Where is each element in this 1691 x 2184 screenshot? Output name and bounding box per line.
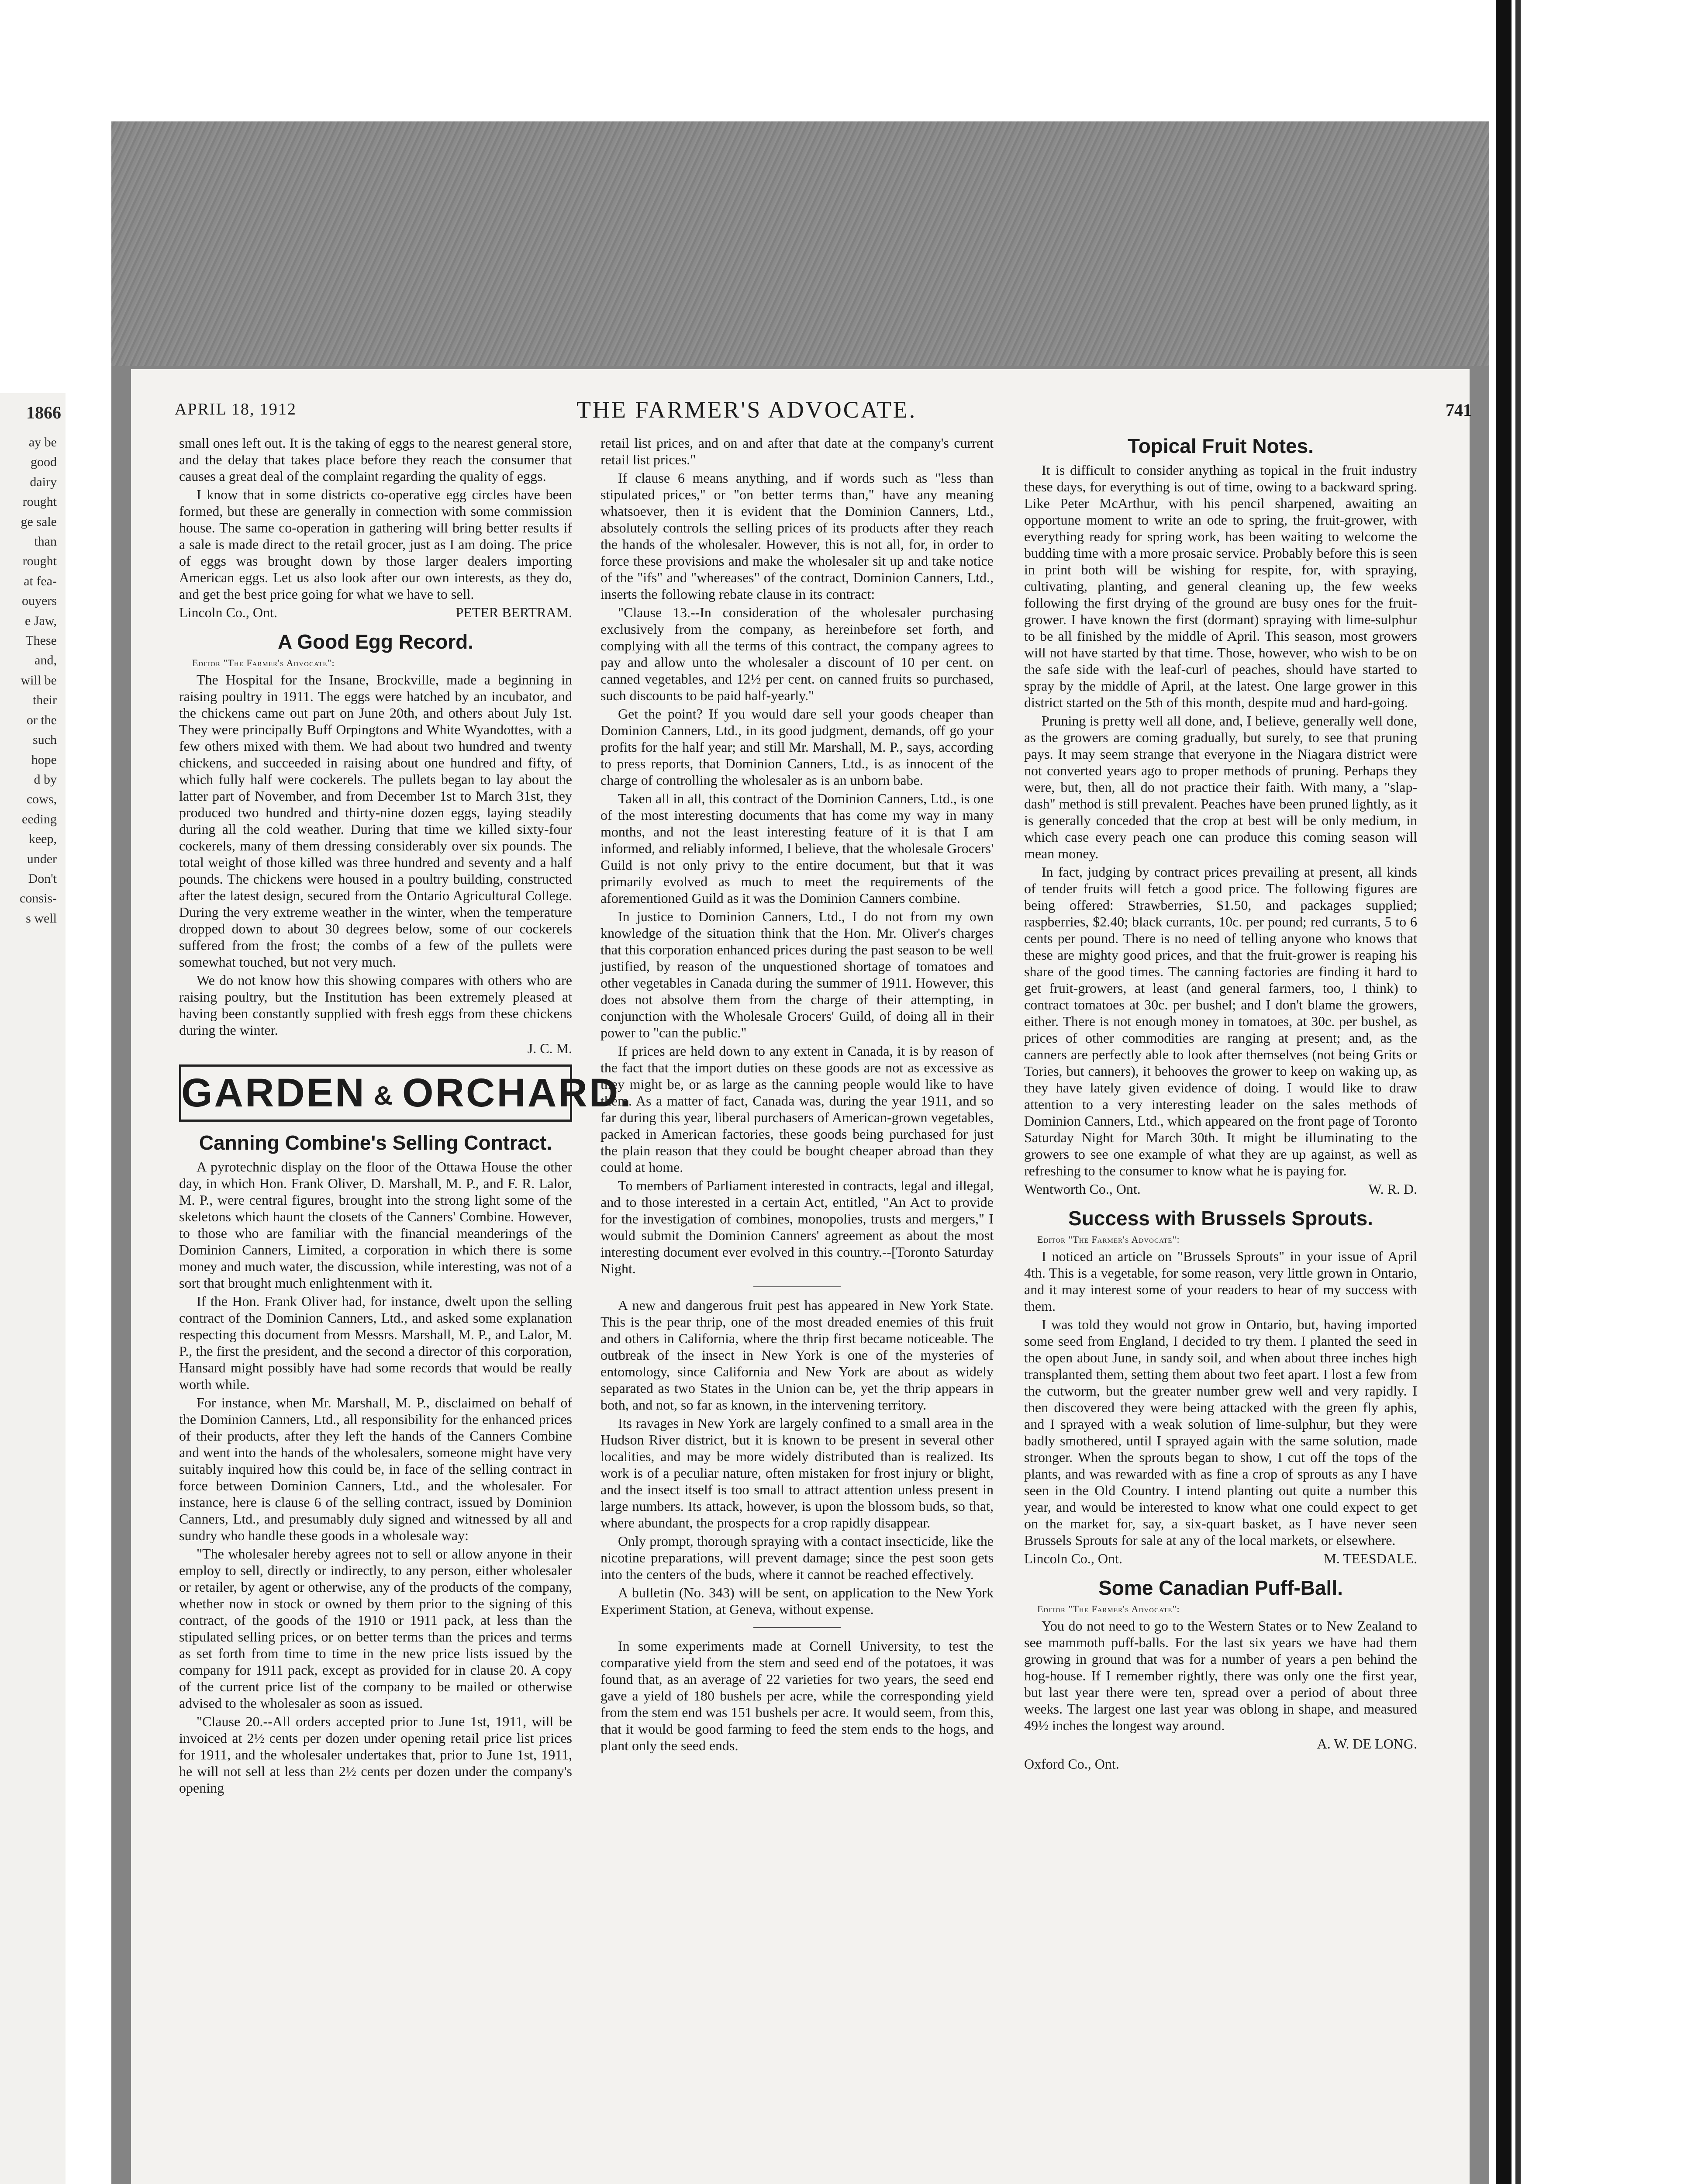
article-heading: Success with Brussels Sprouts. — [1068, 1207, 1373, 1230]
signature — [179, 1040, 572, 1057]
article-text: small ones left out. It is the taking of eggs to the nearest general store, and the delay that takes place before they reach the consumer that causes a great deal of the complaint regarding the quality of eggs. — [179, 435, 572, 484]
column-3 — [1024, 435, 1417, 2184]
column-2 — [600, 435, 994, 2184]
signature-name: J. C. M. — [527, 1040, 572, 1056]
adjacent-page-line: will be — [21, 673, 57, 688]
scan-edge-dark — [1496, 0, 1512, 2184]
adjacent-page-strip — [0, 393, 66, 2184]
article-text: Taken all in all, this contract of the Dominion Canners, Ltd., is one of the most interesting documents that has come my way in many months, and not the least interesting feature of it is that I am informed, and reliably informed, I believe, that the wholesale Grocers' Guild is not only privy to the entire document, but that it was primarily evolved as much to meet the requirements of the aforementioned Guild as it was the Dominion Canners combine. — [600, 791, 994, 906]
adjacent-page-line: at fea- — [24, 574, 57, 588]
article-text: Its ravages in New York are largely confined to a small area in the Hudson River district, but it is known to be present in several other localities, and may be more widely distributed than is realized. Its work is of a peculiar nature, often mistaken for frost injury or blight, and the insect itself is too small to attract attention unless present in large numbers. Its attack, however, is upon the blossom buds, so that, where abundant, the prospects for a crop rapidly disappear. — [600, 1415, 994, 1531]
adjacent-page-line: rought — [22, 554, 57, 569]
article-text: I know that in some districts co-operative egg circles have been formed, but these are generally in connection with some commission house. The same co-operation in gathering will bring better results if a sale is made direct to the retail grocer, just as I am doing. The price of eggs was brought down by those larger dealers importing American eggs. Let us also look after our own interests, as they do, and get the best price going for what we have to sell. — [179, 487, 572, 602]
article-text: A bulletin (No. 343) will be sent, on application to the New York Experiment Station, at Geneva, without expense. — [600, 1585, 994, 1617]
article-heading: Some Canadian Puff-Ball. — [1098, 1576, 1343, 1599]
article-heading: Canning Combine's Selling Contract. — [199, 1131, 552, 1154]
adjacent-page-line: e Jaw, — [24, 613, 57, 628]
adjacent-page-line: or the — [26, 712, 57, 727]
signature-place: Lincoln Co., Ont. — [1024, 1551, 1122, 1566]
newspaper-page — [131, 369, 1470, 2184]
article-text: A pyrotechnic display on the floor of the Ottawa House the other day, in which Hon. Frank Oliver, D. Marshall, M. P., and F. R. Lalor, M. P., were central figures, brought into the strong light some of the skeletons which haunt the closets of the Canners' Combine. However, to those who are familiar with the financial meanderings of the Dominion Canners, Limited, a corporation in which there is some money and much water, the discussion, while interesting, was not of a sort that brought much enlightenment with it. — [179, 1159, 572, 1291]
article-text: It is difficult to consider anything as topical in the fruit industry these days, for everything is out of time, owing to a backward spring. Like Peter McArthur, with his pencil sharpened, awaiting an opportune moment to write an ode to spring, the fruit-grower, with everything ready for spring work, has been waiting to welcome the budding time with a more prosaic service. Probably before this is seen in print both will be wishing for respite, for, with spraying, cultivating, planting, and general cleaning up, the few weeks following the first drying of the ground are busy ones for the fruit-grower. I have known the first (dormant) spraying with lime-sulphur to be all finished by the middle of April. This season, most growers will not have started by that time. Those, however, who wish to be on the safe side with the leaf-curl of peaches, should have started to spray by the middle of April, at the latest. One large grower in this district started on the 5th of this month, despite mud and hard-going. — [1024, 462, 1417, 710]
adjacent-page-line: ouyers — [22, 594, 57, 608]
column-1 — [179, 435, 633, 2184]
adjacent-page-line: consis- — [20, 891, 57, 906]
adjacent-page-line: d by — [34, 772, 57, 787]
signature-name: W. R. D. — [1368, 1181, 1417, 1197]
article-text: I noticed an article on "Brussels Sprouts" in your issue of April 4th. This is a vegetable, for some reason, very little grown in Ontario, and it may interest some of your readers to hear of my success with them. — [1024, 1248, 1417, 1314]
article-text: In fact, judging by contract prices prevailing at present, all kinds of tender fruits will fetch a good price. The following figures are being offered: Strawberries, $1.50, and packages supplied; raspberries, $2.40; black currants, 10c. per pound; red currants, 5 to 6 cents per pound. There is no need of telling anyone who knows that these are mighty good prices, and that the fruit-grower is reaping his share of the good times. The canning factories are finding it hard to get fruit-growers, at least (and general farmers, too, I think) to contract tomatoes at 30c. per bushel; and I don't blame the growers, either. There is not enough money in tomatoes, at 30c. per bushel, as prices of other commodities are ranging at present; and, as the canners are perfectly able to look after themselves (not being Grits or Tories, but canners), it behooves the grower to keep on waking up, as they have lately given evidence of doing. I would like to draw attention to a very interesting leader on the sales methods of Dominion Canners, Ltd., which appeared on the front page of Toronto Saturday Night for March 30th. It might be illuminating to the growers to see one example of what they are up against, as well as refreshing to the consumer to know what he is paying for. — [1024, 864, 1417, 1178]
editor-salutation: Editor "The Farmer's Advocate": — [1037, 1234, 1180, 1245]
signature — [1024, 1550, 1417, 1567]
signature-name: A. W. DE LONG. — [1317, 1736, 1417, 1752]
adjacent-page-line: keep, — [28, 832, 57, 847]
page-number: 741 — [1446, 400, 1472, 420]
banner-word: GARDEN — [181, 1071, 366, 1115]
adjacent-page-line: good — [31, 455, 57, 470]
adjacent-page-line: These — [25, 633, 57, 648]
article-text: To members of Parliament interested in contracts, legal and illegal, and to those interested in a certain Act, entitled, "An Act to provide for the investigation of combines, monopolies, trusts and mergers," I would submit the Dominion Canners' agreement as about the most interesting document ever evolved in this country.--[Toronto Saturday Night. — [600, 1178, 994, 1276]
section-banner — [179, 1064, 633, 1122]
adjacent-page-line: than — [34, 534, 57, 549]
article-text: "Clause 20.--All orders accepted prior to June 1st, 1911, will be invoiced at 2½ cents per dozen under opening retail price list prices for 1911, and the wholesaler undertakes that, prior to June 1st, 1911, he will not sell at less than 2½ cents per dozen under the company's opening — [179, 1714, 572, 1796]
adjacent-page-line: dairy — [30, 474, 57, 489]
signature — [179, 604, 572, 621]
editor-salutation: Editor "The Farmer's Advocate": — [192, 657, 335, 668]
adjacent-page-line: and, — [35, 653, 57, 668]
article-text: Get the point? If you would dare sell your goods cheaper than Dominion Canners, Ltd., in its good judgment, demands, off go your profits for the half year; and still Mr. Marshall, M. P., says, according to press reports, that Dominion Canners, Ltd., is as innocent of the charge of controlling the wholesaler as is an unborn babe. — [600, 706, 994, 788]
divider — [753, 1286, 841, 1287]
adjacent-page-line: eeding — [22, 812, 57, 826]
issue-date: APRIL 18, 1912 — [175, 400, 297, 418]
article-heading: Topical Fruit Notes. — [1128, 435, 1314, 457]
article-text: We do not know how this showing compares with others who are raising poultry, but the Institution has been extremely pleased at having been constantly supplied with fresh eggs from these chickens during the winter. — [179, 972, 572, 1038]
adjacent-page-line: cows, — [26, 792, 57, 807]
article-text: In justice to Dominion Canners, Ltd., I do not from my own knowledge of the situation think that the Hon. Mr. Oliver's charges that this corporation enhanced prices during the past season to be well justified, by reason of the unquestioned shortage of tomatoes and other vegetables in Canada during the summer of 1911. However, this does not absolve them from the charge of their attempting, in conjunction with the Wholesale Grocers' Guild, of doing all in their power to "can the public." — [600, 909, 994, 1040]
editor-salutation: Editor "The Farmer's Advocate": — [1037, 1603, 1180, 1614]
article-text: If clause 6 means anything, and if words such as "less than stipulated prices," or "on better terms than," have any meaning whatsoever, then it is evident that the Dominion Canners, Ltd., absolutely controls the selling prices of its products after they reach the hands of the wholesaler. However, this is not all, for, in order to force these provisions and make the wholesaler sit up and take notice of the "ifs" and "whereases" of the contract, Dominion Canners, Ltd., inserts the following rebate clause in its contract: — [600, 470, 994, 602]
signature-place: Lincoln Co., Ont. — [179, 605, 277, 620]
signature — [1024, 1755, 1417, 1772]
article-text: retail list prices, and on and after that date at the company's current retail list prices." — [600, 435, 994, 467]
signature-name: PETER BERTRAM. — [456, 605, 572, 620]
banner-ornament-icon: & — [373, 1081, 395, 1111]
article-text: The Hospital for the Insane, Brockville, made a beginning in raising poultry in 1911. The eggs were hatched by an incubator, and the chickens came out part on June 20th, and others about July 1st. They were principally Buff Orpingtons and White Wyandottes, with a few others mixed with them. We had about two hundred and twenty chickens, and succeeded in raising about one hundred and fifty, of which fully half were cockerels. The pullets began to lay about the latter part of November, and from December 1st to March 31st, they produced two hundred and thirty-nine dozen eggs, laying steadily during all the cold weather. During that time we killed sixty-four cockerels, many of them dressing considerably over six pounds. The total weight of those killed was three hundred and seventy and a half pounds. The chickens were housed in a poultry building, constructed after the latest design, secured from the Ontario Agricultural College. During the very extreme weather in the winter, when the temperature dropped down to about 30 degrees below, some of our cockerels suffered from the frost; the combs of a few of the pullets were somewhat touched, but not very much. — [179, 672, 572, 970]
article-text: If prices are held down to any extent in Canada, it is by reason of the fact that the import duties on these goods are not as excessive as they might be, or as large as the canning people would like to have them. As a matter of fact, Canada was, during the year 1911, and so far during this year, liberal purchasers of American-grown vegetables, packed in American factories, these goods being purchased for just the plain reason that they could be bought cheaper abroad than they could at home. — [600, 1043, 994, 1175]
adjacent-page-line: such — [33, 733, 57, 747]
adjacent-page-line: hope — [31, 752, 57, 767]
divider — [753, 1627, 841, 1628]
publication-title: THE FARMER'S ADVOCATE. — [576, 397, 917, 423]
adjacent-page-line: rought — [22, 494, 57, 509]
adjacent-page-line: ge sale — [21, 514, 57, 529]
article-text: For instance, when Mr. Marshall, M. P., disclaimed on behalf of the Dominion Canners, Ltd., all responsibility for the enhanced prices of their products, after they left the hands of the Canners Combine and went into the hands of the wholesalers, someone might have very suitably inquired how this could be, in face of the selling contract in force between Dominion Canners, Ltd., and the wholesaler. For instance, here is clause 6 of the selling contract, issued by Dominion Canners, Ltd., and presumably duly signed and witnessed by all and sundry who handle these goods in a wholesale way: — [179, 1395, 572, 1543]
article-heading: A Good Egg Record. — [277, 630, 474, 653]
article-text: A new and dangerous fruit pest has appeared in New York State. This is the pear thrip, one of the most dreaded enemies of this fruit and others in California, where the thrip first became noticeable. The outbreak of the insect in New York is one of the mysteries of entomology, since California and New York are about as widely separated as two States in the Union can be, yet the thrip appears in both, and not, so far as known, in the intervening territory. — [600, 1297, 994, 1413]
adjacent-page-line: ay be — [28, 435, 57, 449]
article-text: I was told they would not grow in Ontario, but, having imported some seed from England, I decided to try them. I planted the seed in the open about June, in sandy soil, and when about three inches high transplanted them, setting them about two feet apart. I lost a few from the cutworm, but the greater number grew well and very rapidly. I then discovered they were being attacked with the green fly aphis, and I sprayed with a weak solution of lime-sulphur, but they were badly smothered, until I sprayed again with the same solution, made stronger. When the sprouts began to show, I cut off the tops of the plants, and was rewarded with as fine a crop of sprouts as any I have seen in the Old Country. I intend planting out quite a number this year, and would be interested to know what one could expect to get on the market for, say, a six-quart basket, as I have never seen Brussels Sprouts for sale at any of the local markets, or elsewhere. — [1024, 1317, 1417, 1548]
page-header — [175, 397, 1472, 426]
signature-place: Wentworth Co., Ont. — [1024, 1181, 1141, 1197]
adjacent-page-line: under — [27, 851, 57, 866]
adjacent-page-line: Don't — [28, 871, 57, 886]
signature-place: Oxford Co., Ont. — [1024, 1756, 1119, 1772]
article-text: "The wholesaler hereby agrees not to sell or allow anyone in their employ to sell, directly or indirectly, to any person, either wholesaler or retailer, by agent or otherwise, any of the products of the company, whether now in stock or owned by them prior to the signing of this contract, of the goods of the 1910 or 1911 pack, at less than the stipulated selling prices, or on better terms than the prices and terms as set forth from time to time in the new price lists issued by the company for 1911 pack, except as provided for in clause 20. A copy of the current price list of the company to be mailed or otherwise advised to the wholesaler as soon as issued. — [179, 1546, 572, 1711]
signature-name: M. TEESDALE. — [1324, 1551, 1417, 1566]
article-text: Only prompt, thorough spraying with a contact insecticide, like the nicotine preparations, will prevent damage; since the pest soon gets into the centers of the buds, where it cannot be reached effectively. — [600, 1533, 994, 1582]
adjacent-page-line: s well — [26, 911, 57, 926]
banner-word: ORCHARD. — [402, 1071, 633, 1115]
article-text: "Clause 13.--In consideration of the wholesaler purchasing exclusively from the company, as hereinbefore set forth, and complying with all the terms of this contract, the company agrees to pay and allow unto the wholesaler a discount of 10 per cent. on canned vegetables, and 12½ per cent. on canned fruits so purchased, such discounts to be paid half-yearly." — [600, 605, 994, 703]
article-text: In some experiments made at Cornell University, to test the comparative yield from the stem and seed end of the potatoes, it was found that, as an average of 22 varieties for two years, the seed end gave a yield of 180 bushels per acre, while the corresponding yield from the stem end was 151 bushels per acre. It would seem, from this, that it would be good farming to feed the stem ends to the hogs, and plant only the seed ends. — [600, 1638, 994, 1753]
article-text: Pruning is pretty well all done, and, I believe, generally well done, as the growers are coming gradually, but surely, to see that pruning pays. It may seem strange that everyone in the Niagara district were not converted years ago to proper methods of pruning. Perhaps they were, but, then, all do not practice their faith. With many, a "slap-dash" method is still prevalent. Peaches have been pruned lightly, as it is generally conceded that the crop at best will be only medium, in which case every peach one can produce this coming season will mean money. — [1024, 713, 1417, 861]
adjacent-page-text — [0, 432, 66, 928]
scan-edge-dark — [1515, 0, 1521, 2184]
article-text: If the Hon. Frank Oliver had, for instance, dwelt upon the selling contract of the Dominion Canners, Ltd., and asked some explanation respecting this document from Messrs. Marshall, M. P., and Lalor, M. P., the first the president, and the second a director of this corporation, Hansard might possibly have had some records that would be really worth while. — [179, 1293, 572, 1392]
adjacent-page-line: their — [33, 693, 57, 708]
article-text: You do not need to go to the Western States or to New Zealand to see mammoth puff-balls. For the last six years we have had them growing in ground that was for a number of years a pen behind the hog-house. If I remember rightly, there was only one the first year, but last year there were ten, spread over a period of about three weeks. The largest one last year was oblong in shape, and measured 49½ inches the longest way around. — [1024, 1618, 1417, 1733]
adjacent-page-number: 1866 — [26, 403, 61, 422]
signature — [1024, 1181, 1417, 1197]
signature — [1024, 1735, 1417, 1752]
